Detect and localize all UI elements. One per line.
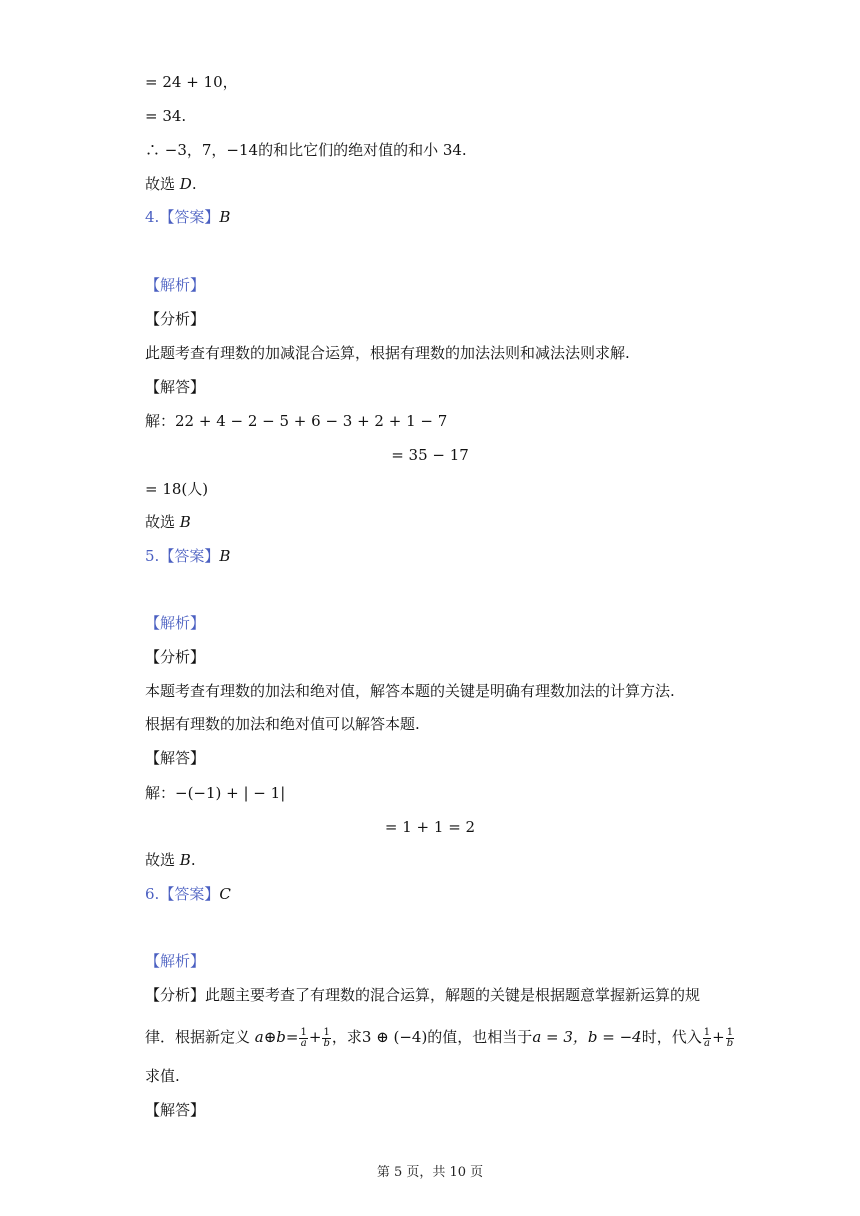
denominator: a xyxy=(300,1037,307,1049)
analysis-text: 本题考查有理数的加法和绝对值，解答本题的关键是明确有理数加法的计算方法. xyxy=(145,682,675,700)
text: 时，代入 xyxy=(641,1028,702,1046)
equation-line-centered: = 35 − 17 xyxy=(391,446,469,464)
numerator: 1 xyxy=(703,1026,711,1038)
jiexi-tag: 【解析】 xyxy=(145,614,206,632)
answer-tag: 【答案】 xyxy=(159,547,220,565)
fraction-1-over-a xyxy=(299,1028,307,1049)
text: 故选 xyxy=(145,175,180,193)
question-number: 5. xyxy=(145,547,160,565)
analysis-text: 此题主要考查了有理数的混合运算，解题的关键是根据题意掌握新运算的规 xyxy=(205,986,701,1004)
text: 律．根据新定义 xyxy=(145,1028,255,1046)
jieda-tag: 【解答】 xyxy=(145,749,206,767)
equation-line: 解：−(−1) + | − 1| xyxy=(145,784,286,802)
numerator: 1 xyxy=(300,1026,307,1038)
text: . xyxy=(191,175,197,193)
jieda-tag: 【解答】 xyxy=(145,1101,206,1119)
text-line: = 24 + 10， xyxy=(145,73,238,91)
answer-var: B xyxy=(179,851,191,869)
analysis-text: 根据有理数的加法和绝对值可以解答本题. xyxy=(145,715,420,733)
question-number: 4. xyxy=(145,208,160,226)
text: = xyxy=(285,1028,299,1046)
fraction-1-over-b xyxy=(726,1028,734,1049)
answer-var: B xyxy=(179,513,191,531)
analysis-text: 此题考查有理数的加减混合运算，根据有理数的加法法则和减法法则求解. xyxy=(145,344,630,362)
fraction-1-over-b xyxy=(322,1028,330,1049)
plus-sign: + xyxy=(308,1028,322,1046)
fraction-1-over-a xyxy=(703,1028,711,1049)
equation-line-centered: = 1 + 1 = 2 xyxy=(384,818,476,836)
jieda-tag: 【解答】 xyxy=(145,378,206,396)
denominator: b xyxy=(323,1037,330,1049)
plus-sign: + xyxy=(712,1028,725,1046)
definition-expr: a⊕b xyxy=(254,1028,286,1046)
answer-letter: C xyxy=(219,885,231,903)
analysis-line-with-fractions xyxy=(145,1023,735,1051)
text: . xyxy=(190,851,196,869)
page-footer: 第 5 页，共 10 页 xyxy=(376,1165,484,1180)
fenxi-tag: 【分析】 xyxy=(145,648,206,666)
jiexi-tag: 【解析】 xyxy=(145,952,206,970)
text-line: = 34. xyxy=(145,107,187,125)
equation-line: = 18(人) xyxy=(145,480,209,498)
choose-line xyxy=(145,174,197,194)
answer-tag: 【答案】 xyxy=(159,208,220,226)
text: 故选 xyxy=(145,851,180,869)
analysis-text: 求值. xyxy=(145,1067,180,1085)
jiexi-tag: 【解析】 xyxy=(145,276,206,294)
choose-line xyxy=(145,512,191,532)
answer-letter: B xyxy=(219,208,231,226)
answer-var: D xyxy=(179,175,192,193)
answer-heading-6 xyxy=(145,884,231,904)
fenxi-tag: 【分析】 xyxy=(145,986,206,1004)
question-number: 6. xyxy=(145,885,160,903)
choose-line xyxy=(145,850,196,870)
values-expr: a = 3，b = −4 xyxy=(532,1028,642,1046)
text-line: ∴ −3，7，−14的和比它们的绝对值的和小 34. xyxy=(145,141,467,159)
fenxi-tag: 【分析】 xyxy=(145,310,206,328)
denominator: b xyxy=(726,1037,734,1049)
text: 故选 xyxy=(145,513,180,531)
text: ，求3 ⊕ (−4)的值，也相当于 xyxy=(331,1028,533,1046)
equation-line: 解：22 + 4 − 2 − 5 + 6 − 3 + 2 + 1 − 7 xyxy=(145,412,448,430)
numerator: 1 xyxy=(726,1026,734,1038)
numerator: 1 xyxy=(323,1026,330,1038)
denominator: a xyxy=(703,1037,710,1049)
answer-tag: 【答案】 xyxy=(159,885,220,903)
analysis-line xyxy=(145,985,700,1005)
answer-heading-5 xyxy=(145,546,230,566)
answer-letter: B xyxy=(219,547,231,565)
answer-heading-4 xyxy=(145,207,230,227)
